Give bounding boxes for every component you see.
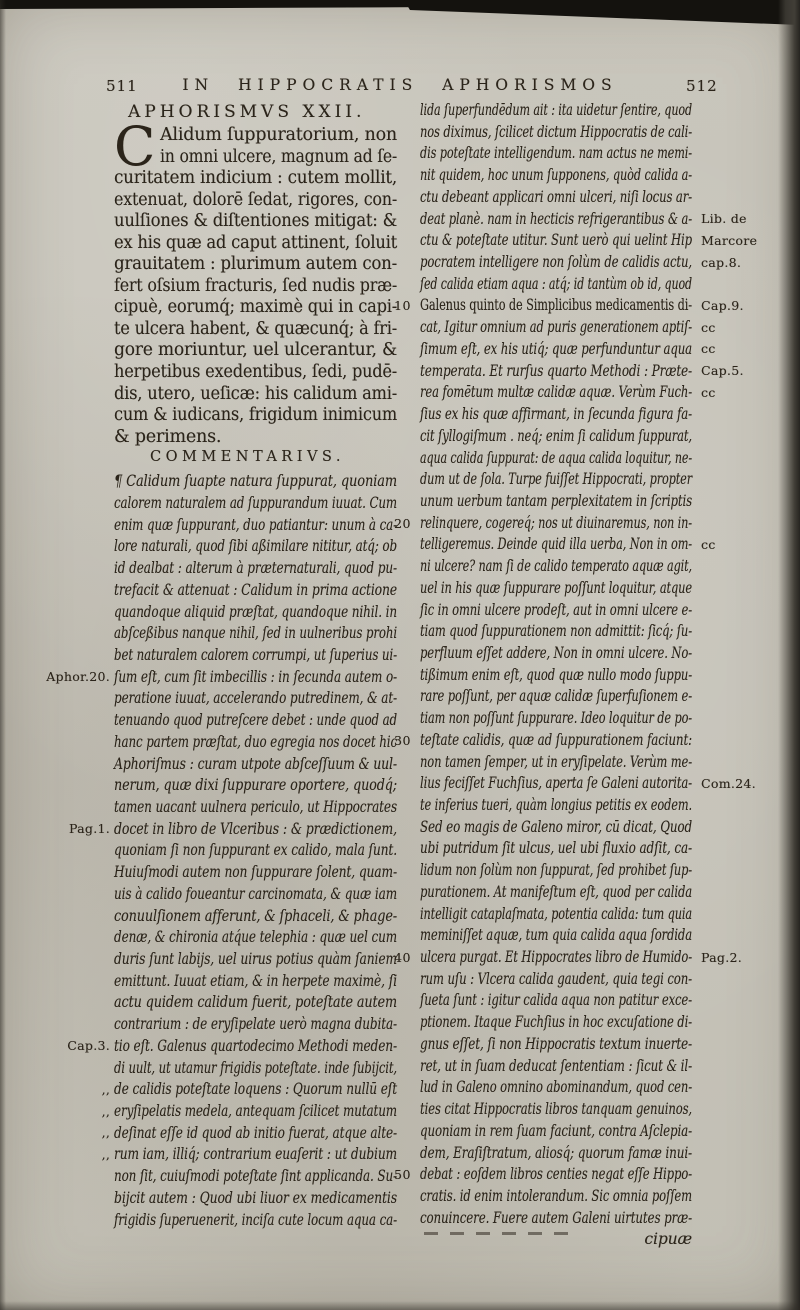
text-line — [394, 295, 744, 317]
commentary-line — [46, 667, 397, 689]
line-text: quoniam in rem ſuam faciunt, contra Aſclepia- — [420, 1121, 692, 1140]
catchword: cipuæ — [644, 1230, 692, 1249]
text-line — [420, 1208, 692, 1230]
text-line — [420, 752, 692, 774]
aphorism-text — [114, 115, 397, 448]
text-line — [420, 817, 692, 839]
text-line — [420, 339, 716, 361]
text-line — [394, 947, 743, 969]
line-text: tenuando quod putreſcere debet : unde quod ad — [114, 711, 397, 730]
commentary-line — [114, 1166, 397, 1188]
commentary-line — [114, 580, 397, 602]
line-text: duris ſunt labijs, uel uirus potius quàm ſaniem — [114, 950, 397, 969]
aphorism-line — [114, 340, 397, 362]
margin-note: ‚‚ — [101, 1146, 110, 1162]
text-line — [420, 838, 692, 860]
line-text: Aphoriſmus : curam utpote abſceſſuum & uul- — [114, 754, 397, 773]
line-text: conuulſionem afferunt, & ſphaceli, & phage- — [114, 906, 397, 925]
line-text: pocratem intelligere non ſolùm de calidis actu, — [420, 253, 692, 272]
text-line — [420, 665, 692, 687]
gutter-line-number: 50 — [394, 1167, 411, 1183]
line-text: rare poſſunt, per aquæ calidæ ſuperfuſionem e- — [420, 687, 692, 706]
commentary-line — [114, 536, 397, 558]
line-text: dum ut de ſola. Turpe fuiſſet Hippocrati, propter — [420, 470, 692, 489]
line-text: tiam quod ſuppurationem non admittit: ſicq́; ſu- — [420, 622, 692, 641]
aphorism-line — [114, 125, 397, 147]
aphorism-line — [114, 276, 397, 298]
commentary-line — [114, 992, 397, 1014]
scan-edge-bottom — [0, 1301, 800, 1310]
gutter-line-number: 20 — [394, 515, 411, 531]
aphorism-line — [114, 297, 397, 319]
running-title: IN HIPPOCRATIS APHORISMOS — [182, 76, 618, 94]
line-text: emittunt. Iuuat etiam, & in herpete maximè, ſi — [114, 971, 397, 990]
line-text: ubi putridum ſit ulcus, uel ubi fluxio adſit, ca- — [420, 839, 692, 858]
line-text: te ulcera habent, & quæcunq́; à fri- — [114, 318, 397, 339]
line-text: conuincere. Fuere autem Galeni uirtutes præ- — [420, 1208, 692, 1227]
commentary-line — [114, 862, 397, 884]
text-line — [420, 643, 692, 665]
scan-edge-top-left — [0, 0, 420, 9]
aphorism-line — [114, 147, 397, 169]
line-text: dem, Eraſiſtratum, aliosq́; quorum famæ inui- — [420, 1143, 692, 1162]
line-text: in omni ulcere, magnum ad ſe- — [160, 146, 397, 167]
right-column — [394, 100, 758, 1253]
line-text: tio eſt. Galenus quartodecimo Methodi meden- — [114, 1036, 397, 1055]
line-text: ſic in omni ulcere prodeſt, aut in omni ulcere e- — [420, 600, 692, 619]
text-line — [420, 1186, 692, 1208]
line-text: abſceßibus nanque nihil, ſed in uulneribus prohi — [114, 624, 397, 643]
line-text: debat : eoſdem libros centies negat eſſe Hippo- — [420, 1165, 692, 1184]
line-text: teſtate calidis, quæ ad ſuppurationem faciunt: — [420, 730, 692, 749]
scan-edge-right — [778, 0, 800, 1310]
scan-edge-left — [0, 0, 6, 1310]
commentary-line — [114, 1188, 397, 1210]
line-text: extenuat, dolorē ſedat, rigores, con- — [114, 189, 397, 210]
line-text: frigidis ſuperuenerit, inciſa cute locum aqua ca- — [114, 1210, 397, 1229]
commentary-line — [114, 602, 397, 624]
text-line — [420, 1077, 692, 1099]
margin-note: cap.8. — [701, 254, 742, 270]
commentary-line — [114, 1058, 397, 1080]
line-text: ſed calida etiam aqua : atq́; id tantùm ob id, quod — [420, 274, 692, 293]
line-text: fert oſsium fracturis, ſed nudis præ- — [114, 275, 397, 296]
margin-note: Pag.1. — [68, 821, 110, 837]
line-text: contrarium : de eryſipelate uerò magna dubita- — [114, 1015, 397, 1034]
aphorism-line — [114, 211, 397, 233]
commentary-line — [114, 493, 397, 515]
line-text: ſimum eſt, ex his utiq́; quæ perfunduntur aqua — [420, 339, 692, 358]
line-text: Sed eo magis de Galeno miror, cū dicat, Quod — [420, 817, 692, 836]
text-line — [420, 773, 756, 795]
commentary-line — [114, 688, 397, 710]
line-text: lore naturali, quod ſibi aßimilare nititur, atq́; ob — [114, 537, 397, 556]
text-line — [420, 187, 692, 209]
aphorism-line — [114, 168, 397, 190]
aphorism-line — [114, 254, 397, 276]
line-text: relinquere, cogereq́; nos ut diuinaremus, non in- — [420, 513, 692, 532]
commentary-line — [114, 1210, 397, 1232]
text-line — [420, 1012, 692, 1034]
line-text: ex his quæ ad caput attinent, ſoluit — [114, 232, 397, 253]
margin-note: Com.24. — [701, 775, 756, 791]
line-text: lud in Galeno omnino abominandum, quod cen- — [420, 1078, 692, 1097]
text-line — [420, 209, 747, 231]
commentary-line — [114, 927, 397, 949]
line-text: rea fomētum multæ calidæ aquæ. Verùm Fuch- — [420, 383, 692, 402]
text-line — [420, 1099, 692, 1121]
line-text: ¶ Calidum ſuapte natura ſuppurat, quoniam — [114, 472, 397, 491]
text-line — [420, 600, 692, 622]
line-text: curitatem indicium : cutem mollit, — [114, 168, 397, 189]
line-text: lius feciſſet Fuchſius, aperta ſe Galeni autorita- — [420, 774, 692, 793]
line-text: ſius ex his quæ affirmant, in ſecunda figura fa- — [420, 405, 692, 424]
margin-note: Cap.3. — [67, 1038, 110, 1054]
commentary-line — [114, 840, 397, 862]
aphorism-line — [114, 362, 397, 384]
text-line — [394, 730, 692, 752]
margin-note: Cap.9. — [701, 297, 744, 313]
line-text: Alidum ſuppuratorium, non — [160, 125, 397, 145]
commentary-line — [114, 949, 397, 971]
commentary-line — [114, 710, 397, 732]
margin-note: cc — [701, 341, 716, 357]
commentary-text — [46, 471, 397, 1231]
margin-note: Aphor.20. — [46, 669, 110, 685]
ink-bleed-dashes — [424, 1232, 574, 1235]
commentary-line — [114, 471, 397, 493]
aphorism-line — [114, 319, 397, 341]
line-text: temperata. Et rurſus quarto Methodi : Præte- — [420, 361, 692, 380]
margin-note: ‚‚ — [101, 1081, 110, 1097]
line-text: ptionem. Itaque Fuchſius in hoc excuſatione di- — [420, 1013, 692, 1032]
text-line — [420, 448, 692, 470]
scan-edge-top-right — [404, 0, 800, 25]
line-text: lida ſuperfundēdum ait : ita uidetur ſentire, quod — [420, 101, 692, 119]
line-text: uel in his quæ ſuppurare poſſunt loquitur, atque — [420, 578, 692, 597]
margin-note: ‚‚ — [101, 1103, 110, 1119]
line-text: de calidis poteſtate loquens : Quorum nullū eſt — [114, 1080, 397, 1099]
line-text: rum uſu : Vlcera calida gaudent, quia tegi con- — [420, 969, 692, 988]
line-text: herpetibus exedentibus, ſedi, pudē- — [114, 362, 397, 383]
line-text: ret, ut in ſuam deducat ſententiam : ſicut & il- — [420, 1056, 692, 1075]
commentary-line — [68, 819, 397, 841]
line-text: nit quidem, hoc unum ſupponens, quòd calida a- — [420, 166, 692, 185]
line-text: te inferius tueri, quàm longius petitis ex eodem. — [420, 796, 692, 814]
line-text: non tamen ſemper, ut in eryſipelate. Verùm me- — [420, 752, 692, 771]
commentary-line — [114, 754, 397, 776]
margin-note: ‚‚ — [101, 1125, 110, 1141]
line-text: gore moriuntur, uel ulcerantur, & — [114, 340, 397, 361]
text-line — [420, 100, 692, 122]
text-line — [394, 1164, 692, 1186]
commentary-line — [67, 1036, 397, 1058]
line-text: enim quæ ſuppurant, duo patiantur: unum à ca- — [114, 515, 397, 534]
text-line — [420, 491, 692, 513]
line-text: hanc partem præſtat, duo egregia nos docet hic — [114, 732, 397, 751]
line-text: non ſit, cuiuſmodi poteſtate ſint applicanda. Su- — [114, 1167, 397, 1186]
left-column — [46, 102, 397, 1231]
text-line — [420, 230, 758, 252]
line-text: di uult, ut utamur frigidis poteſtate. inde ſubijcit, — [114, 1058, 397, 1077]
text-line — [420, 904, 692, 926]
line-text: ſueta ſunt : igitur calida aqua non patitur exce- — [420, 991, 692, 1010]
text-line — [420, 1056, 692, 1078]
margin-note: cc — [701, 319, 716, 335]
line-text: nos diximus, ſcilicet dictum Hippocratis de cali- — [420, 122, 692, 141]
line-text: actu quidem calidum fuerit, poteſtate autem — [114, 993, 397, 1012]
commentary-line — [114, 1014, 397, 1036]
text-line — [420, 382, 716, 404]
line-text: meminiſſet aquæ, tum quia calida aqua ſordida — [420, 926, 692, 945]
line-text: cipuè, eorumq́; maximè qui in capi- — [114, 297, 397, 318]
gutter-line-number: 10 — [394, 298, 411, 314]
commentary-line — [114, 775, 397, 797]
line-text: deat planè. nam in hecticis refrigerantibus & a- — [420, 209, 692, 228]
text-line — [420, 165, 692, 187]
margin-note: Cap.5. — [701, 363, 744, 379]
margin-note: Pag.2. — [701, 949, 743, 965]
text-line — [420, 361, 744, 383]
line-text: eryſipelatis medela, antequam ſcilicet mutatum — [114, 1102, 397, 1121]
gutter-line-number: 40 — [394, 950, 411, 966]
text-line — [420, 969, 692, 991]
aphorism-line — [114, 233, 397, 255]
line-text: nerum, quæ dixi ſuppurare oportere, quodq́; — [114, 776, 397, 795]
line-text: quandoque aliquid præſtat, quandoque nihil. in — [114, 602, 397, 621]
text-line — [420, 143, 692, 165]
commentary-heading: COMMENTARIVS. — [150, 449, 345, 466]
line-text: id dealbat : alterum à præternaturali, quod pu- — [114, 559, 397, 578]
line-text: rum iam, illiq́; contrarium euaſerit : ut dubium — [114, 1145, 397, 1164]
line-text: ties citat Hippocratis libros tanquam genuinos, — [420, 1100, 692, 1119]
line-text: ſum eſt, cum ſit imbecillis : in ſecunda autem o- — [114, 667, 397, 686]
text-line — [420, 252, 742, 274]
aphorism-line — [114, 427, 397, 449]
line-text: deſinat eſſe id quod ab initio fuerat, atque alte- — [114, 1123, 397, 1142]
commentary-line — [114, 732, 397, 754]
line-text: telligeremus. Deinde quid illa uerba, Non in om- — [420, 535, 692, 554]
page-number-left: 511 — [106, 77, 138, 95]
line-text: dis poteſtate intelligendum. nam actus ne memi- — [420, 144, 692, 163]
aphorism-line — [114, 190, 397, 212]
text-line — [420, 122, 692, 144]
gutter-line-number: 30 — [394, 732, 411, 748]
commentary-line — [101, 1079, 397, 1101]
margin-note: cc — [701, 384, 716, 400]
commentary-line — [114, 906, 397, 928]
aphorism-line — [114, 384, 397, 406]
text-line — [420, 621, 692, 643]
text-line — [420, 534, 716, 556]
aphorism-heading: APHORISMVS XXII. — [128, 102, 366, 122]
margin-note: Lib. de — [701, 211, 747, 227]
commentary-line — [101, 1101, 397, 1123]
text-line — [394, 513, 692, 535]
text-line — [420, 1121, 692, 1143]
line-text: purationem. At manifeſtum eſt, quod per calida — [420, 882, 692, 901]
line-text: lidum non ſolùm non ſuppurat, ſed prohibet ſup- — [420, 861, 692, 880]
line-text: quoniam ſi non ſuppurant ex calido, mala ſunt. — [114, 841, 397, 860]
text-line — [420, 404, 692, 426]
line-text: cratis. id enim intolerandum. Sic omnia poſſem — [420, 1186, 692, 1205]
line-text: trefacit & attenuat : Calidum in prima actione — [114, 580, 397, 599]
line-text: docet in libro de Vlceribus : & prædictionem, — [114, 819, 397, 838]
line-text: ulcera purgat. Et Hippocrates libro de Humido- — [420, 948, 692, 967]
text-line — [420, 990, 692, 1012]
line-text: dis, utero, ueſicæ: his calidum ami- — [114, 383, 397, 404]
line-text: uulſiones & diſtentiones mitigat: & — [114, 211, 397, 232]
line-text: gnus eſſet, ſi non Hippocratis textum inuerte- — [420, 1034, 692, 1053]
line-text: ctu debeant applicari omni ulceri, niſi locus ar- — [420, 187, 692, 206]
text-line — [420, 578, 692, 600]
text-line — [420, 686, 692, 708]
line-text: peratione iuuat, accelerando putredinem, & at- — [114, 689, 397, 708]
text-line — [420, 882, 692, 904]
line-text: uis à calido foueantur carcinomata, & quæ iam — [114, 884, 397, 903]
line-text: bijcit autem : Quod ubi liuor ex medicamentis — [114, 1188, 397, 1207]
text-line — [420, 860, 692, 882]
text-line — [420, 1143, 692, 1165]
line-text: unum uerbum tantam perplexitatem in ſcriptis — [420, 491, 692, 510]
text-line — [420, 1034, 692, 1056]
line-text: Galenus quinto de Simplicibus medicamentis di- — [420, 296, 692, 315]
line-text: perfluum eſſet addere, Non in omni ulcere. No- — [420, 643, 692, 662]
text-line — [420, 795, 692, 817]
commentary-line — [114, 623, 397, 645]
line-text: denæ, & chironia atq́ue telephia : quæ uel cum — [114, 928, 397, 947]
line-text: cat, Igitur omnium ad puris generationem aptiſ- — [420, 318, 692, 337]
commentary-line — [114, 971, 397, 993]
text-line — [420, 274, 692, 296]
text-line — [420, 708, 692, 730]
commentary-line — [114, 797, 397, 819]
line-text: ctu & poteſtate utitur. Sunt uerò qui uelint Hip — [420, 231, 692, 250]
margin-note: Marcore — [701, 232, 758, 248]
text-line — [420, 317, 716, 339]
text-line — [420, 925, 692, 947]
line-text: cum & iudicans, frigidum inimicum — [114, 405, 397, 426]
commentary-line — [114, 515, 397, 537]
line-text: ni ulcere? nam ſi de calido temperato aquæ agit, — [420, 557, 692, 576]
drop-cap: C — [114, 115, 156, 178]
line-text: tißimum enim eſt, quod quæ nullo modo ſuppu- — [420, 665, 692, 684]
line-text: intelligit cataplaſmata, potentia calida: tum quia — [420, 904, 692, 923]
line-text: bet naturalem calorem corrumpi, ut ſuperius ui- — [114, 645, 397, 664]
line-text: calorem naturalem ad ſuppurandum iuuat. Cum — [114, 493, 397, 512]
line-text: grauitatem : plurimum autem con- — [114, 254, 397, 275]
line-text: aqua calida ſuppurat: de aqua calida loquitur, ne- — [420, 448, 692, 467]
line-text: & perimens. — [114, 426, 222, 447]
aphorism-line — [114, 405, 397, 427]
right-column-text — [394, 100, 758, 1229]
line-text: tamen uacant uulnera periculo, ut Hippocrates — [114, 797, 397, 816]
commentary-line — [101, 1123, 397, 1145]
page-number-right: 512 — [686, 77, 718, 95]
text-line — [420, 426, 692, 448]
commentary-line — [101, 1144, 397, 1166]
text-line — [420, 556, 692, 578]
line-text: cit ſyllogiſmum . neq́; enim ſi calidum ſuppurat, — [420, 426, 692, 445]
margin-note: cc — [701, 536, 716, 552]
commentary-line — [114, 558, 397, 580]
commentary-line — [114, 884, 397, 906]
text-line — [420, 469, 692, 491]
commentary-line — [114, 645, 397, 667]
line-text: Huiuſmodi autem non ſuppurare ſolent, quam- — [114, 863, 397, 882]
line-text: tiam non poſſunt ſuppurare. Ideo loquitur de po- — [420, 709, 692, 728]
